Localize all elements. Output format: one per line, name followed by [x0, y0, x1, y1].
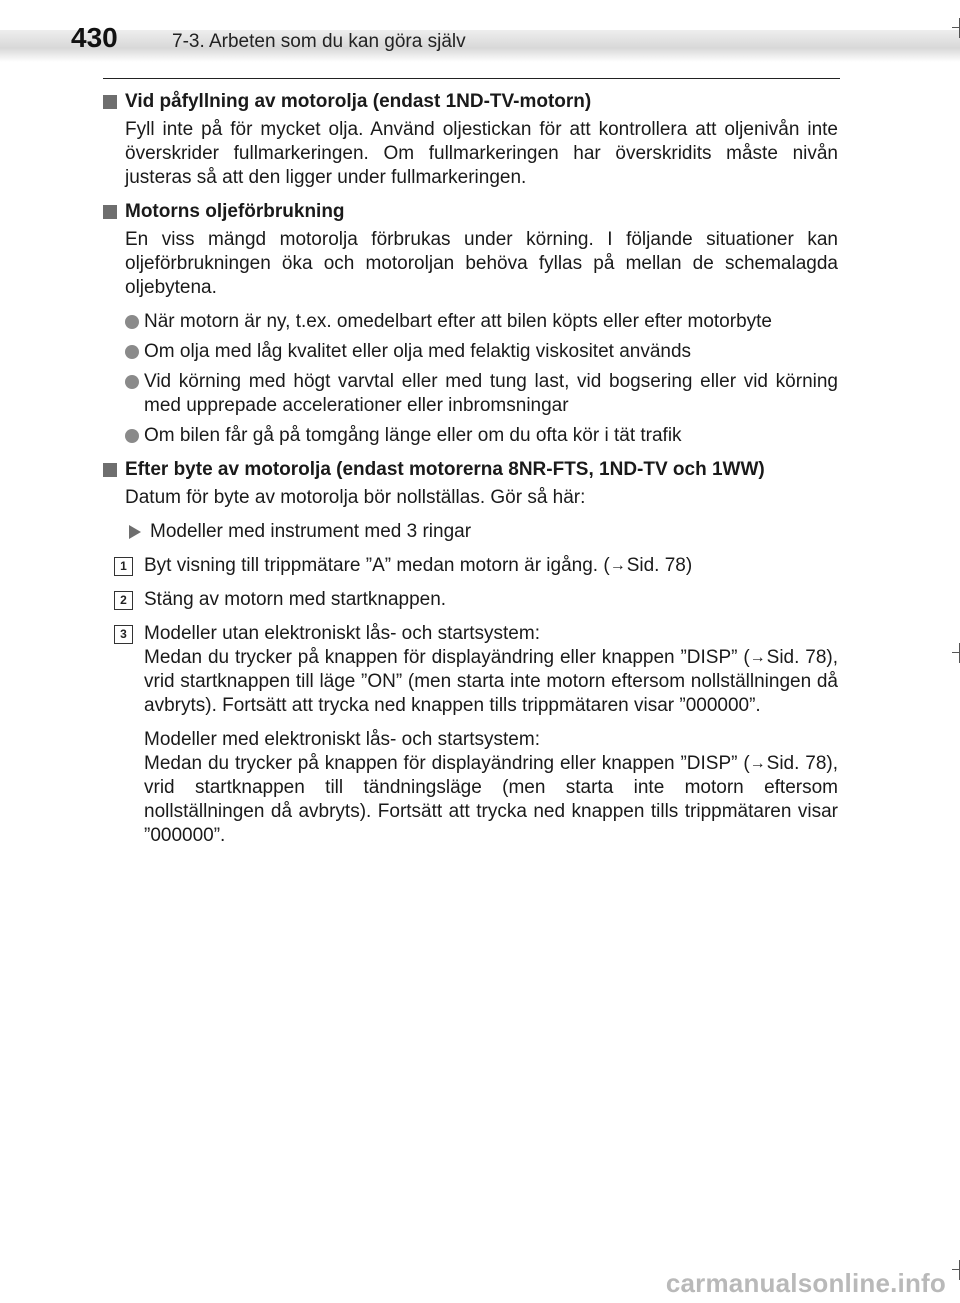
page-reference-text: Sid. 78: [766, 647, 827, 668]
circle-bullet-icon: [125, 429, 139, 443]
arrow-right-icon: →: [749, 649, 766, 666]
model-variant-text: Modeller med instrument med 3 ringar: [150, 521, 472, 542]
heading-text: Efter byte av motorolja (endast motorerna 8NR-FTS, 1ND-TV och 1WW): [125, 459, 765, 480]
step-text-part: ), vrid startknappen till tändningsläge (men starta inte motorn eftersom nollställningen då avbryts). Fortsätt att trycka ned knappen tills trippmätaren visar ”000000”.: [144, 753, 838, 846]
square-icon: [103, 205, 117, 219]
list-item-text: Om olja med låg kvalitet eller olja med felaktig viskositet används: [144, 341, 692, 362]
step-3-alt-text: [144, 752, 838, 848]
step-3: [103, 622, 838, 718]
heading-text: Motorns oljeförbrukning: [125, 201, 345, 222]
crop-mark-icon: [950, 1260, 960, 1280]
square-icon: [103, 463, 117, 477]
page-reference-link[interactable]: [610, 555, 686, 576]
step-number: 2: [114, 591, 133, 610]
list-item-text: När motorn är ny, t.ex. omedelbart efter att bilen köpts eller efter motorbyte: [144, 311, 772, 332]
list-item: [125, 340, 838, 364]
header-bar: [0, 0, 960, 62]
triangle-right-icon: [129, 525, 141, 539]
circle-bullet-icon: [125, 315, 139, 329]
step-condition: Modeller utan elektroniskt lås- och startsystem:: [144, 623, 540, 644]
model-variant: [125, 520, 838, 544]
list-item: [125, 370, 838, 418]
square-icon: [103, 95, 117, 109]
heading-text: Vid påfyllning av motorolja (endast 1ND-TV-motorn): [125, 91, 592, 112]
watermark: carmanualsonline.info: [665, 1268, 946, 1298]
page-reference-link[interactable]: [750, 753, 827, 774]
step-text: ): [685, 555, 693, 576]
crop-mark-icon: [950, 643, 960, 663]
page-content: [103, 90, 838, 858]
circle-bullet-icon: [125, 375, 139, 389]
section-title: 7-3. Arbeten som du kan göra själv: [172, 31, 466, 52]
page-reference-text: Sid. 78: [626, 555, 686, 576]
step-text-part: ), vrid startknappen till läge ”ON” (men starta inte motorn eftersom nollställningen då avbryts). Fortsätt att trycka ned knappen tills trippmätaren visar ”000000”.: [144, 647, 838, 716]
crop-mark-icon: [950, 18, 960, 38]
list-item-text: Om bilen får gå på tomgång länge eller om du ofta kör i tät trafik: [144, 425, 682, 446]
step-1: [103, 554, 838, 578]
step-text-part: Medan du trycker på knappen för displayändring eller knappen ”DISP” (: [144, 647, 750, 668]
step-text: Stäng av motorn med startknappen.: [144, 589, 447, 610]
section-heading-oil-consumption: [103, 200, 838, 224]
arrow-right-icon: →: [609, 557, 626, 574]
step-2: [103, 588, 838, 612]
arrow-right-icon: →: [749, 755, 766, 772]
paragraph-oil-change: Datum för byte av motorolja bör nollställas. Gör så här:: [125, 487, 586, 508]
page-reference-text: Sid. 78: [766, 753, 827, 774]
paragraph-oil-filling: Fyll inte på för mycket olja. Använd oljestickan för att kontrollera att oljenivån inte överskrider fullmarkeringen. Om fullmarkeringen har överskridits måste nivån justeras så att den ligger under fullmarkeringen.: [125, 119, 838, 188]
header-divider: [103, 78, 840, 79]
section-heading-oil-filling: [103, 90, 838, 114]
step-text: Byt visning till trippmätare ”A” medan motorn är igång. (: [144, 555, 610, 576]
page-reference-link[interactable]: [750, 647, 827, 668]
step-text: [144, 646, 838, 718]
list-item-text: Vid körning med högt varvtal eller med tung last, vid bogsering eller vid körning med upprepade accelerationer eller inbromsningar: [144, 371, 838, 416]
page-number: 430: [71, 22, 118, 53]
paragraph-oil-consumption: En viss mängd motorolja förbrukas under körning. I följande situationer kan oljeförbrukningen öka och motoroljan behöva fyllas på mellan de schemalagda oljebytena.: [125, 229, 838, 298]
step-3-alt-condition: Modeller med elektroniskt lås- och startsystem:: [144, 729, 540, 750]
step-number: 1: [114, 557, 133, 576]
list-item: [125, 424, 838, 448]
section-heading-oil-change: [103, 458, 838, 482]
step-text-part: Medan du trycker på knappen för displayändring eller knappen ”DISP” (: [144, 753, 750, 774]
step-number: 3: [114, 625, 133, 644]
circle-bullet-icon: [125, 345, 139, 359]
list-item: [125, 310, 838, 334]
